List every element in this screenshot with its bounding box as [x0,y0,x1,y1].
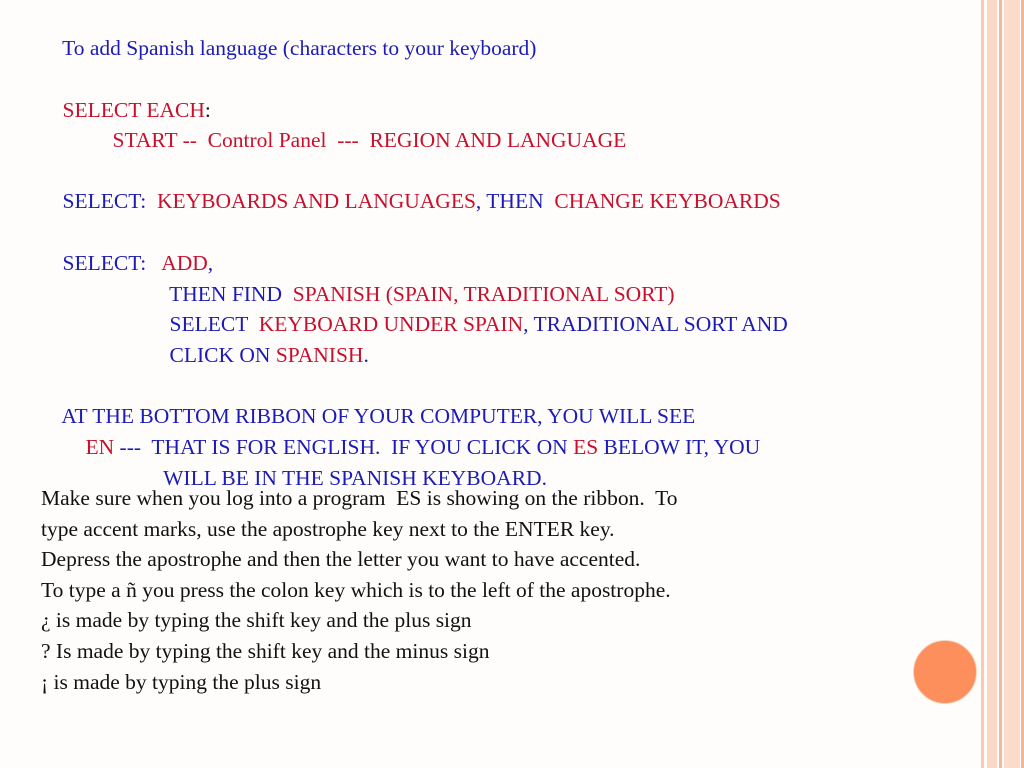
traditional-sort-and: , TRADITIONAL SORT AND [523,312,788,336]
spanish-text: SPANISH [275,343,364,367]
select-each-colon: : [204,98,211,122]
spanish-sort: SPANISH (SPAIN, TRADITIONAL SORT) [292,282,675,306]
decorative-stripe [1004,0,1020,768]
spanish-keyboard-text: WILL BE IN THE SPANISH KEYBOARD. [163,466,547,490]
note-line: type accent marks, use the apostrophe key next to the ENTER key. [41,517,615,541]
add-text: ADD [161,251,208,275]
note-line: Make sure when you log into a program ES is showing on the ribbon. To [41,486,678,510]
intro-text: To add Spanish language (characters to your keyboard) [62,36,537,60]
path-separator: --- [337,128,359,152]
click-on: CLICK ON [169,343,271,367]
select-each-label: SELECT EACH [62,98,205,122]
then-find: THEN FIND [169,282,282,306]
en-code: EN [85,435,115,459]
change-keyboards: CHANGE KEYBOARDS [554,189,781,213]
path-control-panel: Control Panel [207,128,327,152]
select-label: SELECT: [62,189,147,213]
keyboard-under-spain: KEYBOARD UNDER SPAIN [258,312,524,336]
path-region: REGION AND LANGUAGE [369,128,627,152]
decorative-stripe [987,0,997,768]
note-line: ? Is made by typing the shift key and the minus sign [41,639,490,663]
keyboards-languages: KEYBOARDS AND LANGUAGES [156,189,476,213]
decorative-circle [913,640,977,704]
select-text: SELECT [169,312,248,336]
decorative-stripe [999,0,1002,768]
en-separator: --- [119,435,142,459]
decorative-stripe [981,0,984,768]
note-line: To type a ñ you press the colon key which is to the left of the apostrophe. [41,578,671,602]
es-code: ES [573,435,599,459]
below-text: BELOW IT, YOU [603,435,761,459]
bottom-ribbon-text: AT THE BOTTOM RIBBON OF YOUR COMPUTER, YOU WILL SEE [61,404,696,428]
then-text: , THEN [475,189,544,213]
note-line: ¡ is made by typing the plus sign [41,670,322,694]
select-label: SELECT: [62,251,147,275]
note-line: Depress the apostrophe and then the letter you want to have accented. [41,547,641,571]
add-comma: , [207,251,214,275]
path-start: START -- [112,128,197,152]
english-text: THAT IS FOR ENGLISH. IF YOU CLICK ON [151,435,568,459]
period: . [363,343,369,367]
note-line: ¿ is made by typing the shift key and the plus sign [41,608,472,632]
